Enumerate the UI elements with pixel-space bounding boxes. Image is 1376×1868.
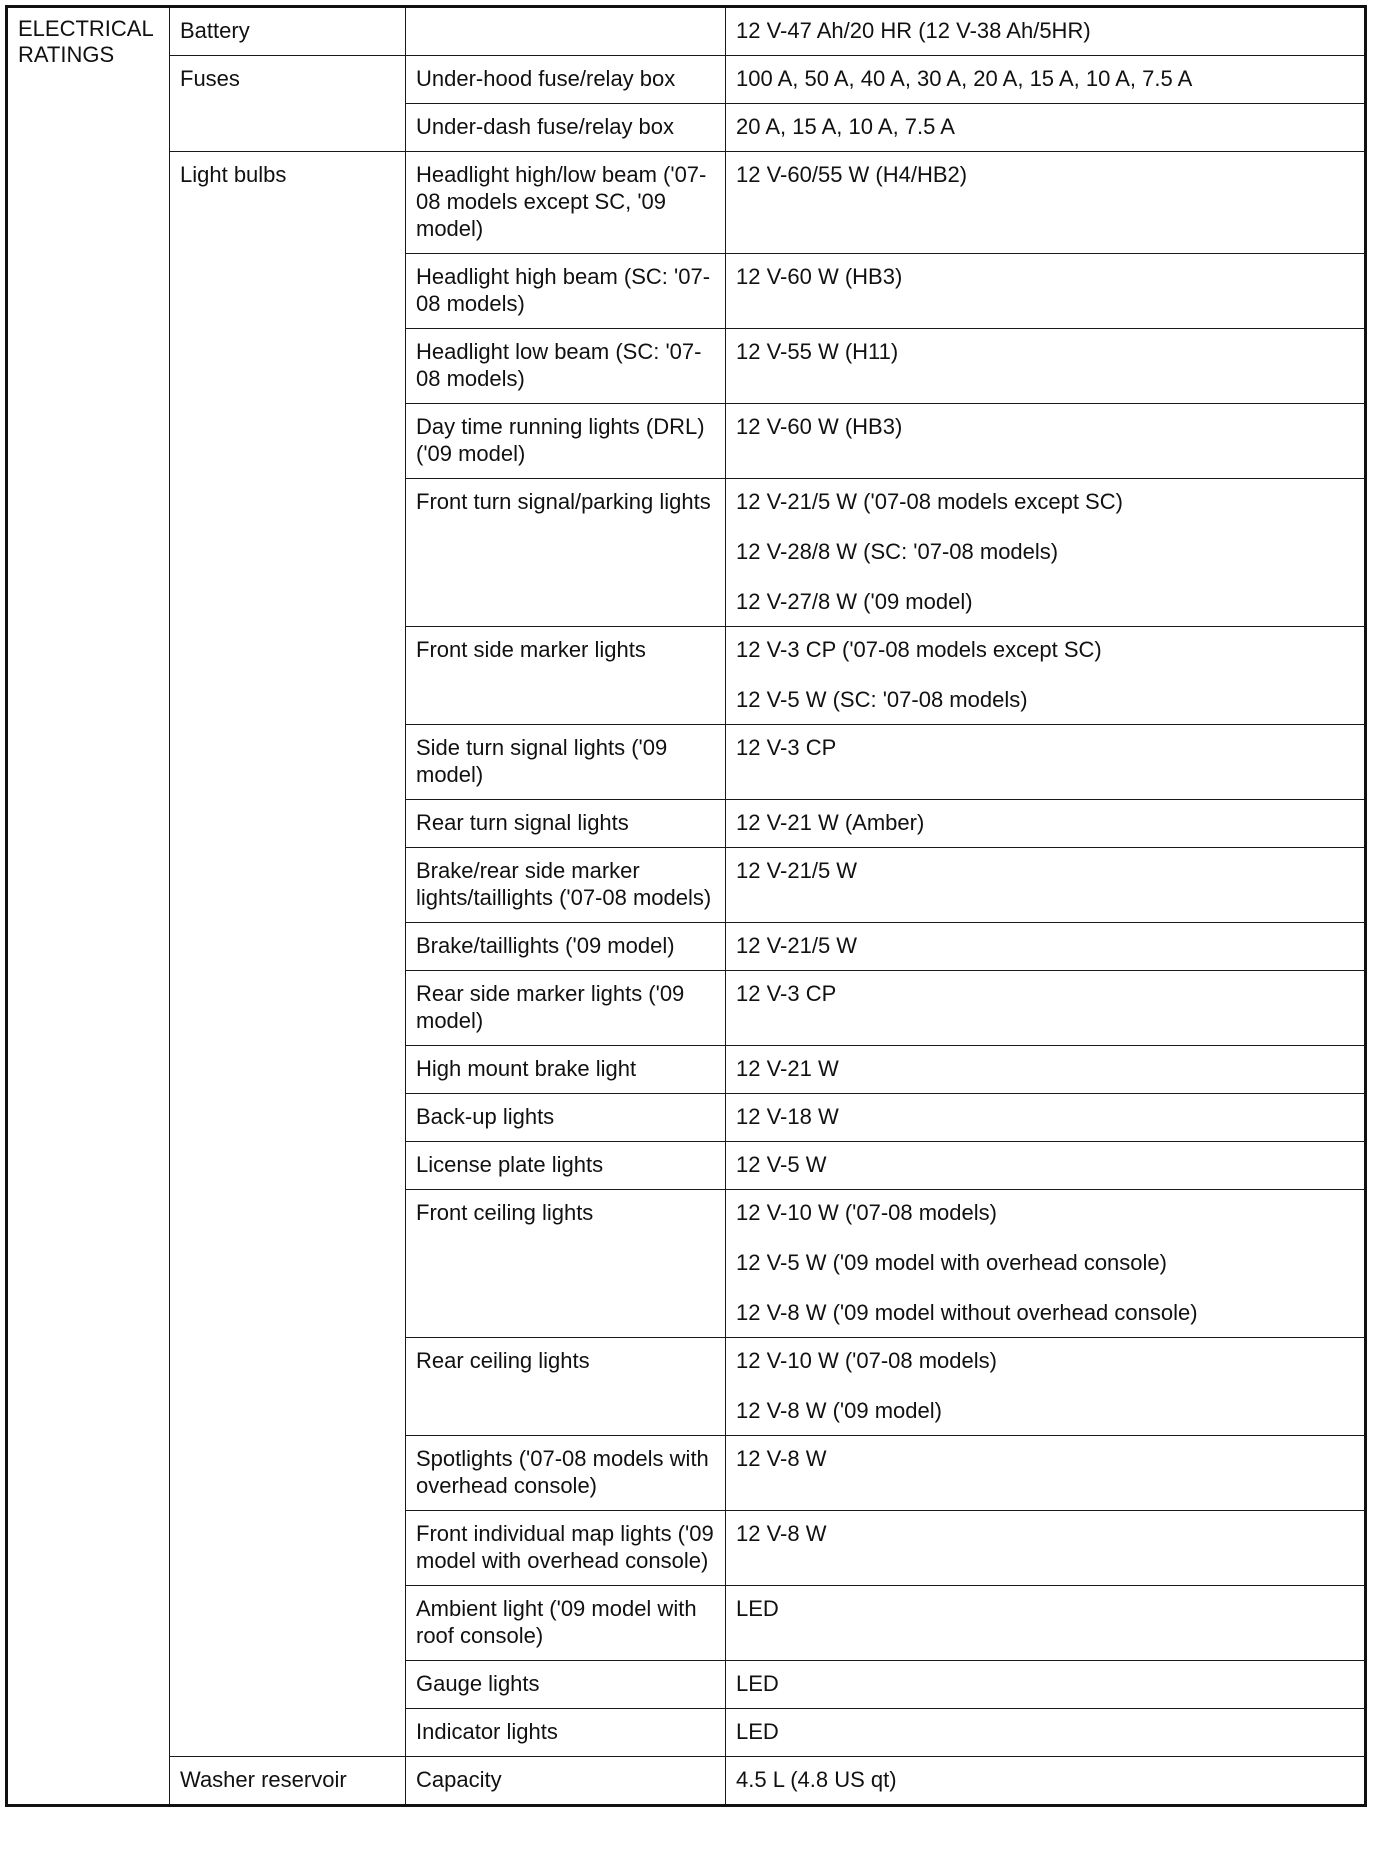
- rating-value: 12 V-8 W: [736, 1446, 827, 1471]
- rating-value: 12 V-5 W ('09 model with overhead console): [736, 1250, 1167, 1275]
- item-name-cell: Under-hood fuse/relay box: [406, 56, 726, 104]
- item-name-cell: Day time running lights (DRL) ('09 model): [406, 404, 726, 479]
- rating-value: 4.5 L (4.8 US qt): [736, 1767, 897, 1792]
- group-label-washer-reservoir: Washer reservoir: [170, 1757, 406, 1806]
- item-name-cell: Rear turn signal lights: [406, 800, 726, 848]
- rating-value: 100 A, 50 A, 40 A, 30 A, 20 A, 15 A, 10 A, 7.5 A: [736, 66, 1193, 91]
- item-name-cell: High mount brake light: [406, 1046, 726, 1094]
- rating-value: 12 V-8 W ('09 model): [736, 1398, 942, 1423]
- rating-value: 20 A, 15 A, 10 A, 7.5 A: [736, 114, 955, 139]
- rating-value: 12 V-10 W ('07-08 models): [736, 1200, 997, 1225]
- item-name-cell: Rear ceiling lights: [406, 1338, 726, 1436]
- rating-value: 12 V-18 W: [736, 1104, 839, 1129]
- group-label-battery: Battery: [170, 7, 406, 56]
- value-cell: [726, 56, 1366, 104]
- category-cell: ELECTRICAL RATINGS: [7, 7, 170, 1806]
- rating-value: 12 V-3 CP ('07-08 models except SC): [736, 637, 1102, 662]
- item-name-cell: Front ceiling lights: [406, 1190, 726, 1338]
- table-row: [7, 152, 1366, 254]
- item-name-cell: Under-dash fuse/relay box: [406, 104, 726, 152]
- rating-value: 12 V-5 W (SC: '07-08 models): [736, 687, 1028, 712]
- table-row: [7, 56, 1366, 104]
- rating-value: 12 V-5 W: [736, 1152, 827, 1177]
- item-name-cell: Indicator lights: [406, 1709, 726, 1757]
- rating-value: 12 V-3 CP: [736, 735, 837, 760]
- value-cell: [726, 923, 1366, 971]
- item-name-cell: Front side marker lights: [406, 627, 726, 725]
- value-cell: [726, 404, 1366, 479]
- value-cell: [726, 254, 1366, 329]
- rating-value: 12 V-3 CP: [736, 981, 837, 1006]
- rating-value: 12 V-21/5 W: [736, 858, 858, 883]
- item-name-cell: Gauge lights: [406, 1661, 726, 1709]
- table-row: [7, 7, 1366, 56]
- item-name-cell: Headlight high/low beam ('07-08 models except SC, '09 model): [406, 152, 726, 254]
- table-row: [7, 1757, 1366, 1806]
- rating-value: 12 V-21/5 W ('07-08 models except SC): [736, 489, 1123, 514]
- value-cell: [726, 1661, 1366, 1709]
- rating-value: 12 V-28/8 W (SC: '07-08 models): [736, 539, 1059, 564]
- rating-value: 12 V-55 W (H11): [736, 339, 899, 364]
- value-cell: [726, 1757, 1366, 1806]
- rating-value: LED: [736, 1596, 779, 1621]
- rating-value: LED: [736, 1671, 779, 1696]
- item-name-cell: Spotlights ('07-08 models with overhead console): [406, 1436, 726, 1511]
- value-cell: [726, 7, 1366, 56]
- value-cell: [726, 725, 1366, 800]
- item-name-cell: Brake/rear side marker lights/taillights ('07-08 models): [406, 848, 726, 923]
- item-name-cell: License plate lights: [406, 1142, 726, 1190]
- rating-value: 12 V-60/55 W (H4/HB2): [736, 162, 968, 187]
- item-name-cell: Side turn signal lights ('09 model): [406, 725, 726, 800]
- rating-value: 12 V-27/8 W ('09 model): [736, 589, 973, 614]
- table-body: [7, 7, 1366, 1806]
- item-name-cell: Capacity: [406, 1757, 726, 1806]
- value-cell: [726, 800, 1366, 848]
- rating-value: 12 V-47 Ah/20 HR (12 V-38 Ah/5HR): [736, 18, 1091, 43]
- rating-value: 12 V-21 W: [736, 1056, 839, 1081]
- rating-value: 12 V-60 W (HB3): [736, 264, 903, 289]
- value-cell: [726, 1142, 1366, 1190]
- rating-value: 12 V-8 W ('09 model without overhead console): [736, 1300, 1198, 1325]
- value-cell: [726, 1046, 1366, 1094]
- rating-value: 12 V-21/5 W: [736, 933, 858, 958]
- value-cell: [726, 104, 1366, 152]
- item-name-cell: [406, 7, 726, 56]
- value-cell: [726, 479, 1366, 627]
- group-label-light-bulbs: Light bulbs: [170, 152, 406, 1757]
- electrical-ratings-table: [5, 5, 1367, 1807]
- rating-value: LED: [736, 1719, 779, 1744]
- rating-value: 12 V-10 W ('07-08 models): [736, 1348, 997, 1373]
- item-name-cell: Headlight high beam (SC: '07-08 models): [406, 254, 726, 329]
- item-name-cell: Front individual map lights ('09 model with overhead console): [406, 1511, 726, 1586]
- item-name-cell: Back-up lights: [406, 1094, 726, 1142]
- value-cell: [726, 1338, 1366, 1436]
- value-cell: [726, 1094, 1366, 1142]
- rating-value: 12 V-8 W: [736, 1521, 827, 1546]
- value-cell: [726, 848, 1366, 923]
- value-cell: [726, 1709, 1366, 1757]
- rating-value: 12 V-21 W (Amber): [736, 810, 925, 835]
- item-name-cell: Brake/taillights ('09 model): [406, 923, 726, 971]
- value-cell: [726, 627, 1366, 725]
- value-cell: [726, 329, 1366, 404]
- item-name-cell: Front turn signal/parking lights: [406, 479, 726, 627]
- value-cell: [726, 1511, 1366, 1586]
- value-cell: [726, 1586, 1366, 1661]
- value-cell: [726, 1190, 1366, 1338]
- value-cell: [726, 1436, 1366, 1511]
- item-name-cell: Ambient light ('09 model with roof console): [406, 1586, 726, 1661]
- item-name-cell: Rear side marker lights ('09 model): [406, 971, 726, 1046]
- value-cell: [726, 152, 1366, 254]
- group-label-fuses: Fuses: [170, 56, 406, 152]
- rating-value: 12 V-60 W (HB3): [736, 414, 903, 439]
- item-name-cell: Headlight low beam (SC: '07-08 models): [406, 329, 726, 404]
- value-cell: [726, 971, 1366, 1046]
